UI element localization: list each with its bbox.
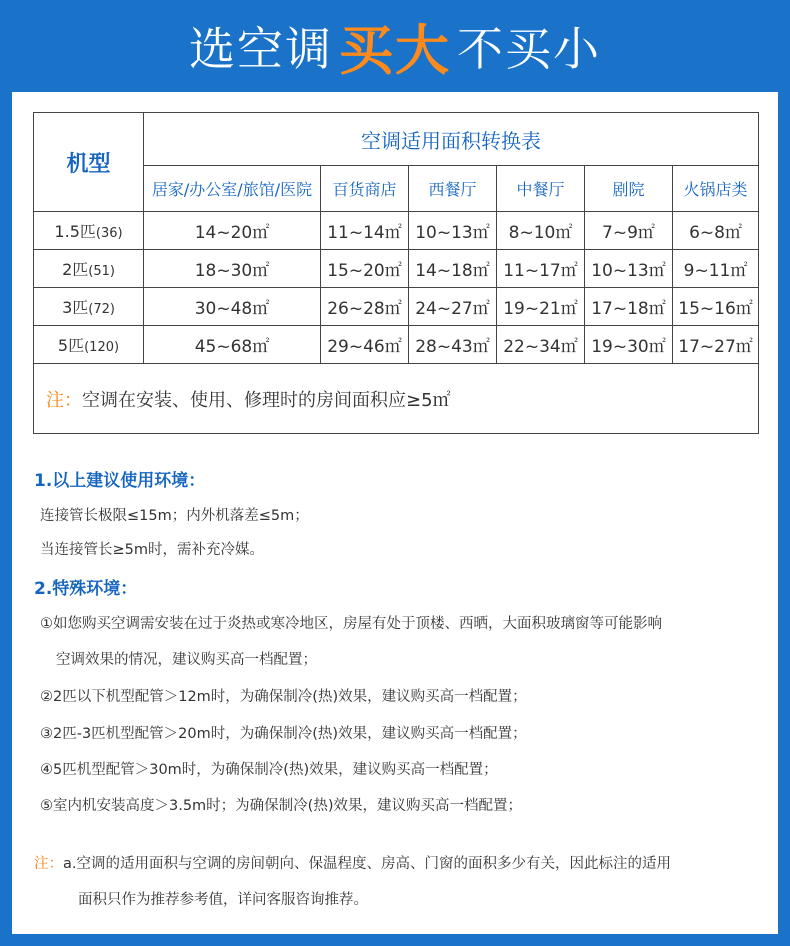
- area-cell: 45~68㎡: [144, 326, 321, 364]
- column-header: 剧院: [585, 166, 673, 212]
- area-cell: 30~48㎡: [144, 288, 321, 326]
- area-cell: 22~34㎡: [497, 326, 585, 364]
- area-cell: 17~18㎡: [585, 288, 673, 326]
- area-cell: 10~13㎡: [409, 212, 497, 250]
- header-title-part1: 选空调: [189, 22, 333, 76]
- header-title-highlight: 买大: [339, 18, 451, 82]
- section2-line: ③2匹-3匹机型配管＞20m时，为确保制冷(热)效果，建议购买高一档配置；: [40, 726, 527, 742]
- table-title: 空调适用面积转换表: [144, 113, 759, 166]
- area-cell: 15~20㎡: [321, 250, 409, 288]
- area-cell: 18~30㎡: [144, 250, 321, 288]
- area-cell: 6~8㎡: [673, 212, 759, 250]
- area-cell: 19~30㎡: [585, 326, 673, 364]
- area-cell: 28~43㎡: [409, 326, 497, 364]
- table-row: [34, 326, 759, 364]
- page-header: [0, 0, 790, 92]
- model-cell: 3匹(72): [34, 288, 144, 326]
- model-cell: 2匹(51): [34, 250, 144, 288]
- section2-line: ①如您购买空调需安装在过于炎热或寒冷地区，房屋有处于顶楼、西晒，大面积玻璃窗等可能影响: [40, 616, 662, 632]
- area-cell: 10~13㎡: [585, 250, 673, 288]
- footnote-prefix: 注：: [34, 856, 63, 872]
- column-header: 火锅店类: [673, 166, 759, 212]
- model-cell: 5匹(120): [34, 326, 144, 364]
- area-cell: 17~27㎡: [673, 326, 759, 364]
- footnote-line2: 面积只作为推荐参考值，详问客服咨询推荐。: [78, 892, 368, 908]
- area-conversion-table: [33, 112, 759, 434]
- area-cell: 11~14㎡: [321, 212, 409, 250]
- model-header: 机型: [34, 113, 144, 212]
- section1-line: 当连接管长≥5m时，需补充冷媒。: [40, 542, 264, 558]
- area-cell: 29~46㎡: [321, 326, 409, 364]
- column-header: 中餐厅: [497, 166, 585, 212]
- table-row: [34, 288, 759, 326]
- note-prefix: 注：: [46, 389, 82, 411]
- area-cell: 15~16㎡: [673, 288, 759, 326]
- area-cell: 24~27㎡: [409, 288, 497, 326]
- area-cell: 14~18㎡: [409, 250, 497, 288]
- section2-line: 空调效果的情况，建议购买高一档配置；: [56, 652, 317, 668]
- header-title-part3: 不买小: [457, 22, 601, 76]
- area-cell: 19~21㎡: [497, 288, 585, 326]
- table-note: [34, 364, 759, 434]
- section2-line: ④5匹机型配管＞30m时，为确保制冷(热)效果，建议购买高一档配置；: [40, 762, 498, 778]
- section2-line: ⑤室内机安装高度＞3.5m时；为确保制冷(热)效果，建议购买高一档配置；: [40, 798, 522, 814]
- area-cell: 7~9㎡: [585, 212, 673, 250]
- area-cell: 26~28㎡: [321, 288, 409, 326]
- column-header: 西餐厅: [409, 166, 497, 212]
- section1-line: 连接管长极限≤15m；内外机落差≤5m；: [40, 508, 309, 524]
- content-panel: [12, 92, 778, 934]
- column-header: 居家/办公室/旅馆/医院: [144, 166, 321, 212]
- table-row: [34, 250, 759, 288]
- section1-title: 1.以上建议使用环境：: [34, 471, 206, 491]
- column-header: 百货商店: [321, 166, 409, 212]
- section2-line: ②2匹以下机型配管＞12m时，为确保制冷(热)效果，建议购买高一档配置；: [40, 689, 527, 705]
- model-cell: 1.5匹(36): [34, 212, 144, 250]
- table-row: [34, 212, 759, 250]
- note-text: 空调在安装、使用、修理时的房间面积应≥5㎡: [82, 389, 451, 411]
- footnote-line1: 注：a.空调的适用面积与空调的房间朝向、保温程度、房高、门窗的面积多少有关，因此标注的适用: [34, 856, 671, 872]
- area-cell: 9~11㎡: [673, 250, 759, 288]
- area-cell: 8~10㎡: [497, 212, 585, 250]
- area-cell: 11~17㎡: [497, 250, 585, 288]
- area-cell: 14~20㎡: [144, 212, 321, 250]
- section2-title: 2.特殊环境：: [34, 579, 138, 599]
